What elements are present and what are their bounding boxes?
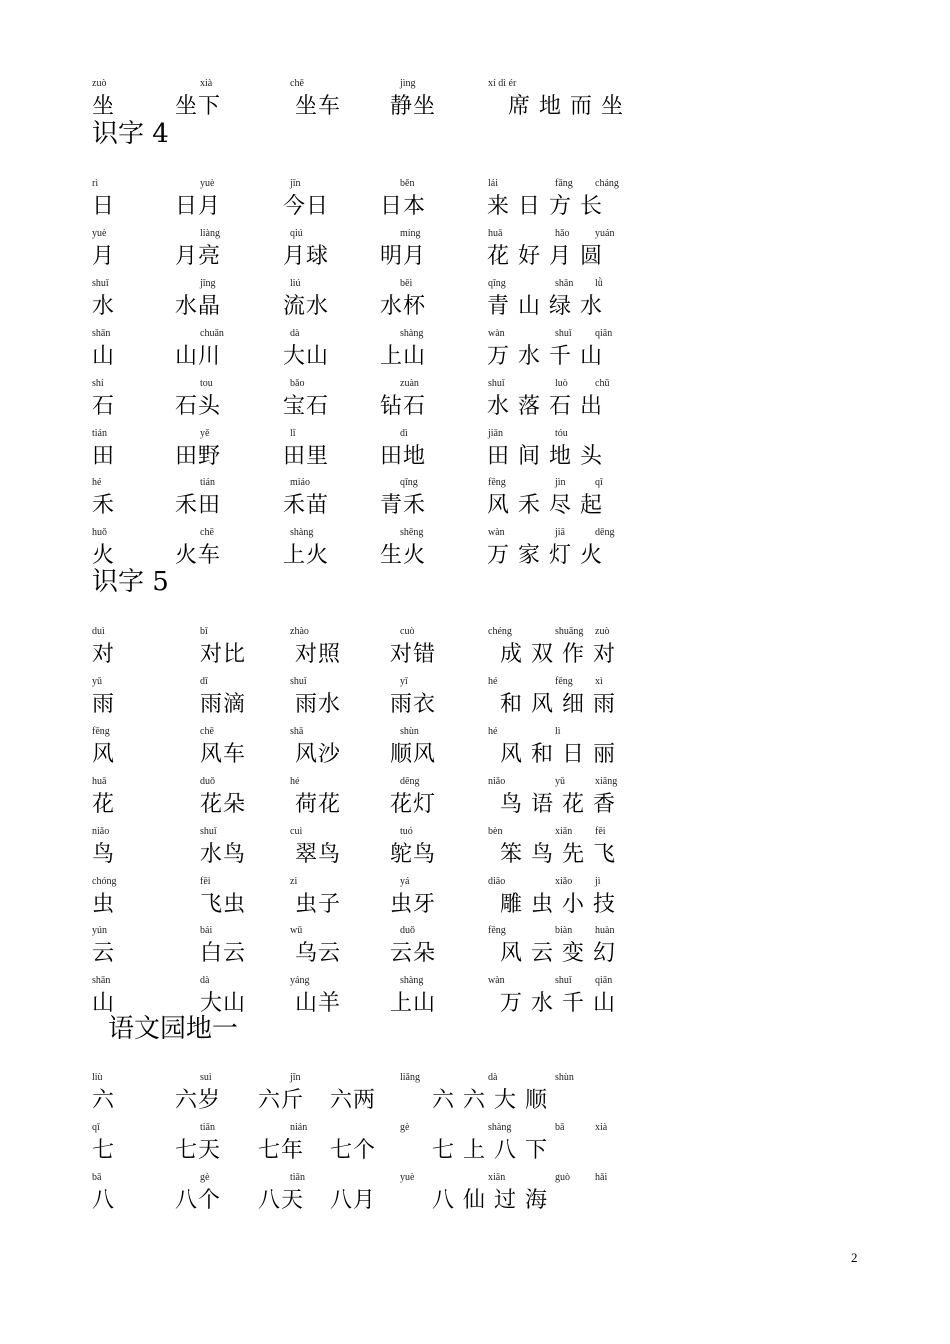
pinyin-label: xiān <box>555 825 573 837</box>
idiom: 花 好 月 圆 <box>487 243 603 269</box>
pinyin-label: fēng <box>92 725 110 737</box>
pinyin-label: xià <box>200 78 213 89</box>
pinyin-label: huǒ <box>92 527 107 539</box>
pinyin-label: shàng <box>488 1121 512 1133</box>
pinyin-label: xiāng <box>595 775 618 787</box>
pinyin-label: bǎo <box>290 377 305 389</box>
pinyin-label: duì <box>92 626 105 637</box>
idiom: 七 上 八 下 <box>432 1137 548 1163</box>
pinyin-label: fāng <box>555 178 573 189</box>
character: 虫 <box>92 891 116 917</box>
pinyin-label: shùn <box>555 1072 574 1083</box>
pinyin-label: chē <box>200 725 214 737</box>
word: 对比 <box>200 642 247 667</box>
section-heading: 识字 4 <box>92 119 169 149</box>
pinyin-label: bèn <box>488 825 503 837</box>
pinyin-label: qīng <box>400 477 418 489</box>
word: 宝石 <box>283 393 330 419</box>
pinyin-label: tián <box>200 477 215 489</box>
word: 田地 <box>380 443 427 469</box>
pinyin-label: liǎng <box>400 1072 420 1083</box>
word: 乌云 <box>295 941 342 967</box>
word: 上山 <box>390 991 437 1017</box>
word: 大山 <box>283 343 330 369</box>
pinyin-label: zuò <box>92 78 107 89</box>
pinyin-label: yǔ <box>555 775 565 787</box>
pinyin-label: nián <box>290 1121 308 1133</box>
word: 田里 <box>283 443 330 469</box>
pinyin-label: hǎi <box>595 1171 608 1183</box>
word: 云朵 <box>390 941 437 967</box>
vocabulary-row <box>0 228 950 278</box>
pinyin-label: hé <box>488 725 498 737</box>
word: 花朵 <box>200 791 247 817</box>
word: 水杯 <box>380 293 427 319</box>
vocabulary-row <box>0 726 950 776</box>
pinyin-label: zuàn <box>400 377 419 389</box>
pinyin-label: xí dì ér <box>488 78 517 89</box>
pinyin-label: shān <box>92 975 111 987</box>
word: 日月 <box>175 194 222 219</box>
character: 日 <box>92 194 116 219</box>
pinyin-label: yī <box>400 675 408 687</box>
pinyin-label: shān <box>555 277 574 289</box>
idiom: 风 和 日 丽 <box>500 741 616 767</box>
pinyin-label: yuè <box>92 227 107 239</box>
pinyin-label: qiān <box>595 975 613 987</box>
pinyin-label: shān <box>92 327 111 339</box>
idiom: 万 水 千 山 <box>487 343 603 369</box>
vocabulary-row <box>0 428 950 478</box>
pinyin-label: tuó <box>400 825 413 837</box>
word: 雨衣 <box>390 691 437 717</box>
pinyin-label: shuǐ <box>488 377 505 389</box>
vocabulary-row <box>0 178 950 228</box>
character: 禾 <box>92 493 116 519</box>
character: 田 <box>92 443 116 469</box>
word: 钻石 <box>380 393 427 419</box>
word: 禾苗 <box>283 493 330 519</box>
word: 静坐 <box>390 94 437 119</box>
pinyin-label: dì <box>400 427 408 439</box>
pinyin-label: cháng <box>595 178 619 189</box>
word: 对错 <box>390 642 437 667</box>
pinyin-label: chóng <box>92 875 117 887</box>
pinyin-label: gè <box>400 1121 410 1133</box>
pinyin-label: chē <box>290 78 304 89</box>
word: 七个 <box>330 1137 377 1163</box>
pinyin-label: zuò <box>595 626 610 637</box>
pinyin-label: miáo <box>290 477 310 489</box>
idiom: 席 地 而 坐 <box>508 94 624 119</box>
idiom: 田 间 地 头 <box>487 443 603 469</box>
pinyin-label: dà <box>290 327 300 339</box>
pinyin-label: dī <box>200 675 208 687</box>
pinyin-label: duǒ <box>200 775 215 787</box>
pinyin-label: yáng <box>290 975 310 987</box>
word: 虫子 <box>295 891 342 917</box>
pinyin-label: duǒ <box>400 925 415 937</box>
pinyin-label: diāo <box>488 875 506 887</box>
character: 云 <box>92 941 116 967</box>
pinyin-label: hé <box>290 775 300 787</box>
pinyin-label: xià <box>595 1121 608 1133</box>
word: 青禾 <box>380 493 427 519</box>
pinyin-label: hǎo <box>555 227 570 239</box>
word: 火车 <box>175 543 222 569</box>
pinyin-label: jīng <box>200 277 216 289</box>
pinyin-label: liàng <box>200 227 220 239</box>
pinyin-label: chéng <box>488 626 512 637</box>
word: 水晶 <box>175 293 222 319</box>
pinyin-label: lì <box>555 725 561 737</box>
pinyin-label: liú <box>290 277 301 289</box>
word: 水鸟 <box>200 841 247 867</box>
word: 上山 <box>380 343 427 369</box>
word: 对照 <box>295 642 342 667</box>
word: 花灯 <box>390 791 437 817</box>
pinyin-label: shàng <box>400 975 424 987</box>
pinyin-label: lái <box>488 178 498 189</box>
pinyin-label: shuǐ <box>290 675 307 687</box>
pinyin-label: fēi <box>595 825 606 837</box>
pinyin-label: shàng <box>400 327 424 339</box>
pinyin-label: shuǐ <box>92 277 109 289</box>
vocabulary-row <box>0 626 950 676</box>
word: 明月 <box>380 243 427 269</box>
pinyin-label: fēng <box>488 925 506 937</box>
vocabulary-row <box>0 826 950 876</box>
vocabulary-row <box>0 676 950 726</box>
idiom: 和 风 细 雨 <box>500 691 616 717</box>
pinyin-label: bā <box>555 1121 565 1133</box>
vocabulary-row <box>0 876 950 926</box>
word: 六岁 <box>175 1088 222 1113</box>
pinyin-label: chuān <box>200 327 224 339</box>
word: 雨水 <box>295 691 342 717</box>
pinyin-label: qiú <box>290 227 303 239</box>
idiom: 水 落 石 出 <box>487 393 603 419</box>
word: 田野 <box>175 443 222 469</box>
idiom: 风 云 变 幻 <box>500 941 616 967</box>
character: 石 <box>92 393 116 419</box>
pinyin-label: tiān <box>290 1171 305 1183</box>
word: 月球 <box>283 243 330 269</box>
pinyin-label: shuāng <box>555 626 584 637</box>
character: 六 <box>92 1088 116 1113</box>
pinyin-label: cuò <box>400 626 415 637</box>
word: 禾田 <box>175 493 222 519</box>
idiom: 万 水 千 山 <box>500 991 616 1017</box>
word: 六两 <box>330 1088 377 1113</box>
pinyin-label: shuǐ <box>555 327 572 339</box>
character: 月 <box>92 243 116 269</box>
pinyin-label: míng <box>400 227 421 239</box>
word: 八天 <box>258 1187 305 1213</box>
vocabulary-row <box>0 477 950 527</box>
pinyin-label: jīn <box>290 1072 301 1083</box>
vocabulary-row <box>0 1072 950 1122</box>
pinyin-label: jìn <box>555 477 566 489</box>
pinyin-label: huàn <box>595 925 615 937</box>
pinyin-label: hé <box>488 675 498 687</box>
pinyin-label: zi <box>290 875 298 887</box>
word: 翠鸟 <box>295 841 342 867</box>
character: 对 <box>92 642 116 667</box>
section-heading: 语文园地一 <box>108 1014 239 1044</box>
pinyin-label: qǐ <box>595 477 603 489</box>
character: 坐 <box>92 94 116 119</box>
word: 鸵鸟 <box>390 841 437 867</box>
pinyin-label: xiān <box>488 1171 506 1183</box>
pinyin-label: yě <box>200 427 210 439</box>
pinyin-label: fēng <box>488 477 506 489</box>
vocabulary-row <box>0 776 950 826</box>
pinyin-label: fēi <box>200 875 211 887</box>
pinyin-label: biàn <box>555 925 573 937</box>
idiom: 雕 虫 小 技 <box>500 891 616 917</box>
pinyin-label: luò <box>555 377 568 389</box>
pinyin-label: shí <box>92 377 104 389</box>
idiom: 风 禾 尽 起 <box>487 493 603 519</box>
pinyin-label: jīn <box>290 178 301 189</box>
word: 石头 <box>175 393 222 419</box>
pinyin-label: qīng <box>488 277 506 289</box>
character: 花 <box>92 791 116 817</box>
pinyin-label: lǜ <box>595 277 603 289</box>
character: 山 <box>92 343 116 369</box>
word: 月亮 <box>175 243 222 269</box>
pinyin-label: shuǐ <box>200 825 217 837</box>
pinyin-label: shùn <box>400 725 419 737</box>
word: 大山 <box>200 991 247 1017</box>
pinyin-label: qiān <box>595 327 613 339</box>
character: 水 <box>92 293 116 319</box>
pinyin-label: yún <box>92 925 107 937</box>
word: 飞虫 <box>200 891 247 917</box>
pinyin-label: tiān <box>200 1121 215 1133</box>
pinyin-label: jì <box>595 875 601 887</box>
word: 八个 <box>175 1187 222 1213</box>
word: 流水 <box>283 293 330 319</box>
word: 风沙 <box>295 741 342 767</box>
pinyin-label: yuè <box>400 1171 415 1183</box>
pinyin-label: wàn <box>488 527 505 539</box>
section-heading: 识字 5 <box>92 567 169 597</box>
pinyin-label: gè <box>200 1171 210 1183</box>
word: 生火 <box>380 543 427 569</box>
word: 白云 <box>200 941 247 967</box>
pinyin-label: chū <box>595 377 610 389</box>
pinyin-label: rì <box>92 178 99 189</box>
word: 今日 <box>283 194 330 219</box>
pinyin-label: chē <box>200 527 214 539</box>
idiom: 笨 鸟 先 飞 <box>500 841 616 867</box>
pinyin-label: huā <box>92 775 107 787</box>
vocabulary-row <box>0 925 950 975</box>
vocabulary-row <box>0 1172 950 1222</box>
pinyin-label: xiǎo <box>555 875 573 887</box>
pinyin-label: shēng <box>400 527 424 539</box>
pinyin-label: qī <box>92 1121 100 1133</box>
word: 七天 <box>175 1137 222 1163</box>
pinyin-label: jiā <box>555 527 565 539</box>
character: 风 <box>92 741 116 767</box>
pinyin-label: bǐ <box>200 626 208 637</box>
pinyin-label: dà <box>200 975 210 987</box>
idiom: 成 双 作 对 <box>500 642 616 667</box>
pinyin-label: tóu <box>555 427 568 439</box>
word: 日本 <box>380 194 427 219</box>
pinyin-label: běn <box>400 178 415 189</box>
pinyin-label: tián <box>92 427 107 439</box>
pinyin-label: lǐ <box>290 427 296 439</box>
word: 六斤 <box>258 1088 305 1113</box>
pinyin-label: xì <box>595 675 603 687</box>
word: 荷花 <box>295 791 342 817</box>
pinyin-label: bái <box>200 925 213 937</box>
pinyin-label: dēng <box>595 527 615 539</box>
pinyin-label: yá <box>400 875 410 887</box>
pinyin-label: guò <box>555 1171 570 1183</box>
word: 山川 <box>175 343 222 369</box>
character: 七 <box>92 1137 116 1163</box>
pinyin-label: niǎo <box>92 825 110 837</box>
pinyin-label: liù <box>92 1072 103 1083</box>
idiom: 青 山 绿 水 <box>487 293 603 319</box>
pinyin-label: shuǐ <box>555 975 572 987</box>
pinyin-label: fēng <box>555 675 573 687</box>
pinyin-label: niǎo <box>488 775 506 787</box>
pinyin-label: dà <box>488 1072 498 1083</box>
idiom: 八 仙 过 海 <box>432 1187 548 1213</box>
pinyin-label: huā <box>488 227 503 239</box>
pinyin-label: jiān <box>488 427 503 439</box>
character: 火 <box>92 543 116 569</box>
character: 鸟 <box>92 841 116 867</box>
pinyin-label: dēng <box>400 775 420 787</box>
word: 坐下 <box>175 94 222 119</box>
pinyin-label: cuì <box>290 825 303 837</box>
word: 顺风 <box>390 741 437 767</box>
pinyin-label: yǔ <box>92 675 102 687</box>
pinyin-label: yuè <box>200 178 215 189</box>
page-number: 2 <box>851 1250 858 1265</box>
pinyin-label: tou <box>200 377 213 389</box>
vocabulary-row <box>0 278 950 328</box>
word: 上火 <box>283 543 330 569</box>
character: 雨 <box>92 691 116 717</box>
pinyin-label: shàng <box>290 527 314 539</box>
idiom: 万 家 灯 火 <box>487 543 603 569</box>
pinyin-label: yuán <box>595 227 615 239</box>
idiom: 六 六 大 顺 <box>432 1088 548 1113</box>
vocabulary-row <box>0 378 950 428</box>
word: 山羊 <box>295 991 342 1017</box>
pinyin-label: bēi <box>400 277 413 289</box>
pinyin-label: shā <box>290 725 304 737</box>
pinyin-label: suì <box>200 1072 212 1083</box>
word: 虫牙 <box>390 891 437 917</box>
vocabulary-row <box>0 1122 950 1172</box>
idiom: 鸟 语 花 香 <box>500 791 616 817</box>
pinyin-label: wàn <box>488 327 505 339</box>
pinyin-label: zhào <box>290 626 309 637</box>
pinyin-label: wàn <box>488 975 505 987</box>
word: 风车 <box>200 741 247 767</box>
character: 八 <box>92 1187 116 1213</box>
pinyin-label: wū <box>290 925 303 937</box>
vocabulary-row <box>0 328 950 378</box>
word: 八月 <box>330 1187 377 1213</box>
character: 山 <box>92 991 116 1017</box>
pinyin-label: bā <box>92 1171 102 1183</box>
word: 七年 <box>258 1137 305 1163</box>
pinyin-label: jìng <box>400 78 416 89</box>
idiom: 来 日 方 长 <box>487 194 603 219</box>
word: 雨滴 <box>200 691 247 717</box>
pinyin-label: hé <box>92 477 102 489</box>
word: 坐车 <box>295 94 342 119</box>
